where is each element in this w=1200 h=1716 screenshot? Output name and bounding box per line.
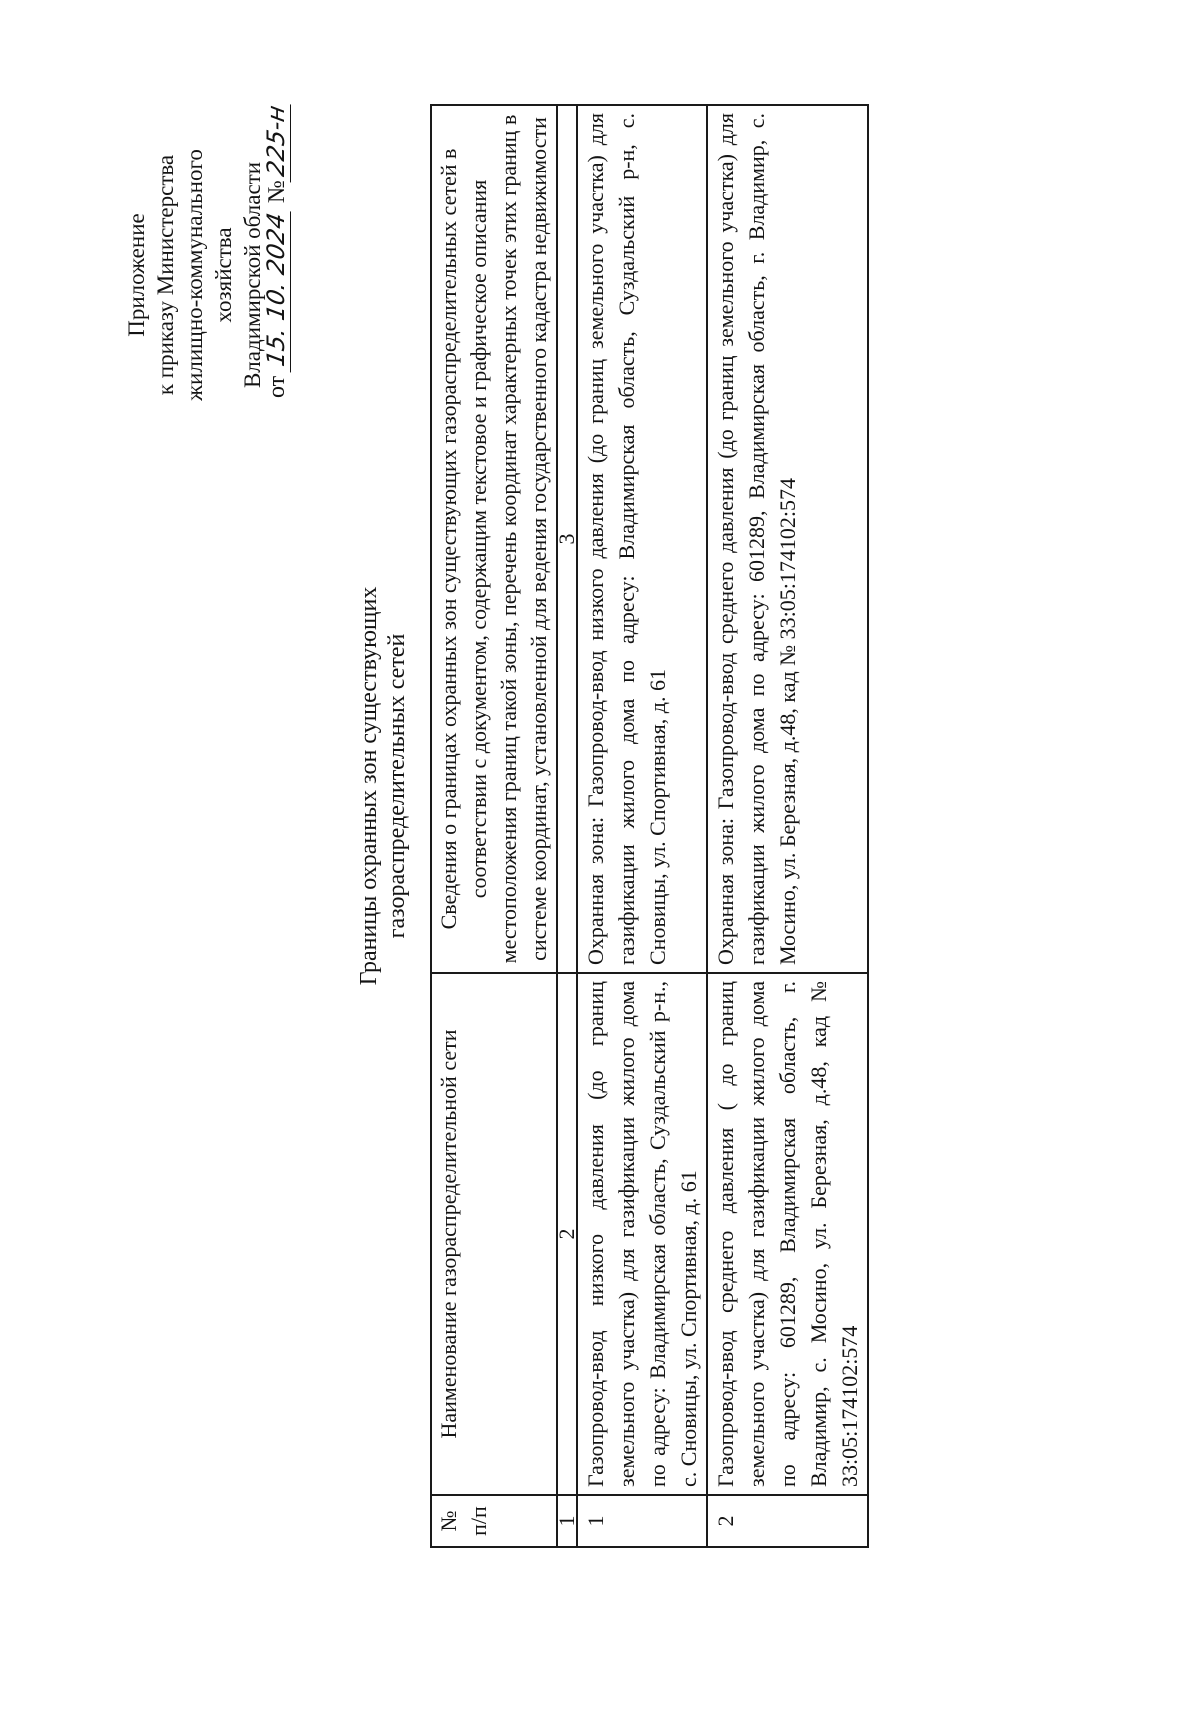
- approval-block: [122, 110, 267, 440]
- column-number: 3: [557, 105, 577, 973]
- column-number: 1: [557, 1495, 577, 1547]
- approval-line: Приложение: [124, 213, 149, 337]
- zone-info-cell: Охранная зона: Газопровод-ввод низкого давления (до границ земельного участка) для газификации жилого дома по адресу: Владимирская область, Суздальский р-н, с. Сновицы, ул. Спортивная, д. 61: [577, 105, 707, 973]
- row-number: 1: [577, 1495, 707, 1547]
- protection-zones-table: [430, 104, 869, 1548]
- approval-line: к приказу Министерства: [153, 154, 178, 396]
- row-number: 2: [707, 1495, 868, 1547]
- network-name-cell: Газопровод-ввод низкого давления (до границ земельного участка) для газификации жилого дома по адресу: Владимирская область, Суздальский р-н., с. Сновицы, ул. Спортивная, д. 61: [577, 973, 707, 1495]
- number-label: №: [264, 180, 290, 204]
- table-row: [707, 105, 868, 1547]
- zone-info-cell: Охранная зона: Газопровод-ввод среднего давления (до границ земельного участка) для газификации жилого дома по адресу: 601289, Владимирская область, г. Владимир, с. Мосино, ул. Березная, д.48, кад № 33:05:174102:574: [707, 105, 868, 973]
- handwritten-number: 225-н: [262, 100, 291, 183]
- approval-line: Владимирской области: [240, 161, 265, 389]
- date-prefix: от: [264, 375, 290, 398]
- network-name-cell: Газопровод-ввод среднего давления ( до границ земельного участка) для газификации жилого дома по адресу: 601289, Владимирская область, г. Владимир, с. Мосино, ул. Березная, д.48, кад № 33:05:174102:574: [707, 973, 868, 1495]
- handwritten-date: 15. 10. 2024: [262, 207, 291, 373]
- column-number: 2: [557, 973, 577, 1495]
- table-header-row: [431, 105, 557, 1547]
- approval-line: жилищно-коммунального хозяйства: [182, 149, 236, 401]
- title-line: Границы охранных зон существующих: [356, 586, 382, 986]
- table-row: [577, 105, 707, 1547]
- header-number: № п/п: [431, 1495, 557, 1547]
- order-date-number: [262, 98, 291, 398]
- column-number-row: [557, 105, 577, 1547]
- document-title: [355, 496, 411, 1076]
- title-line: газораспределительных сетей: [384, 633, 410, 939]
- header-zone-info: Сведения о границах охранных зон существующих газораспределительных сетей в соответствии с документом, содержащим текстовое и графическое описания местоположения границ такой зоны, перечень координат характерных точек этих границ в системе координат, установленной для ведения государственного кадастра недвижимости: [431, 105, 557, 973]
- header-network-name: Наименование газораспределительной сети: [431, 973, 557, 1495]
